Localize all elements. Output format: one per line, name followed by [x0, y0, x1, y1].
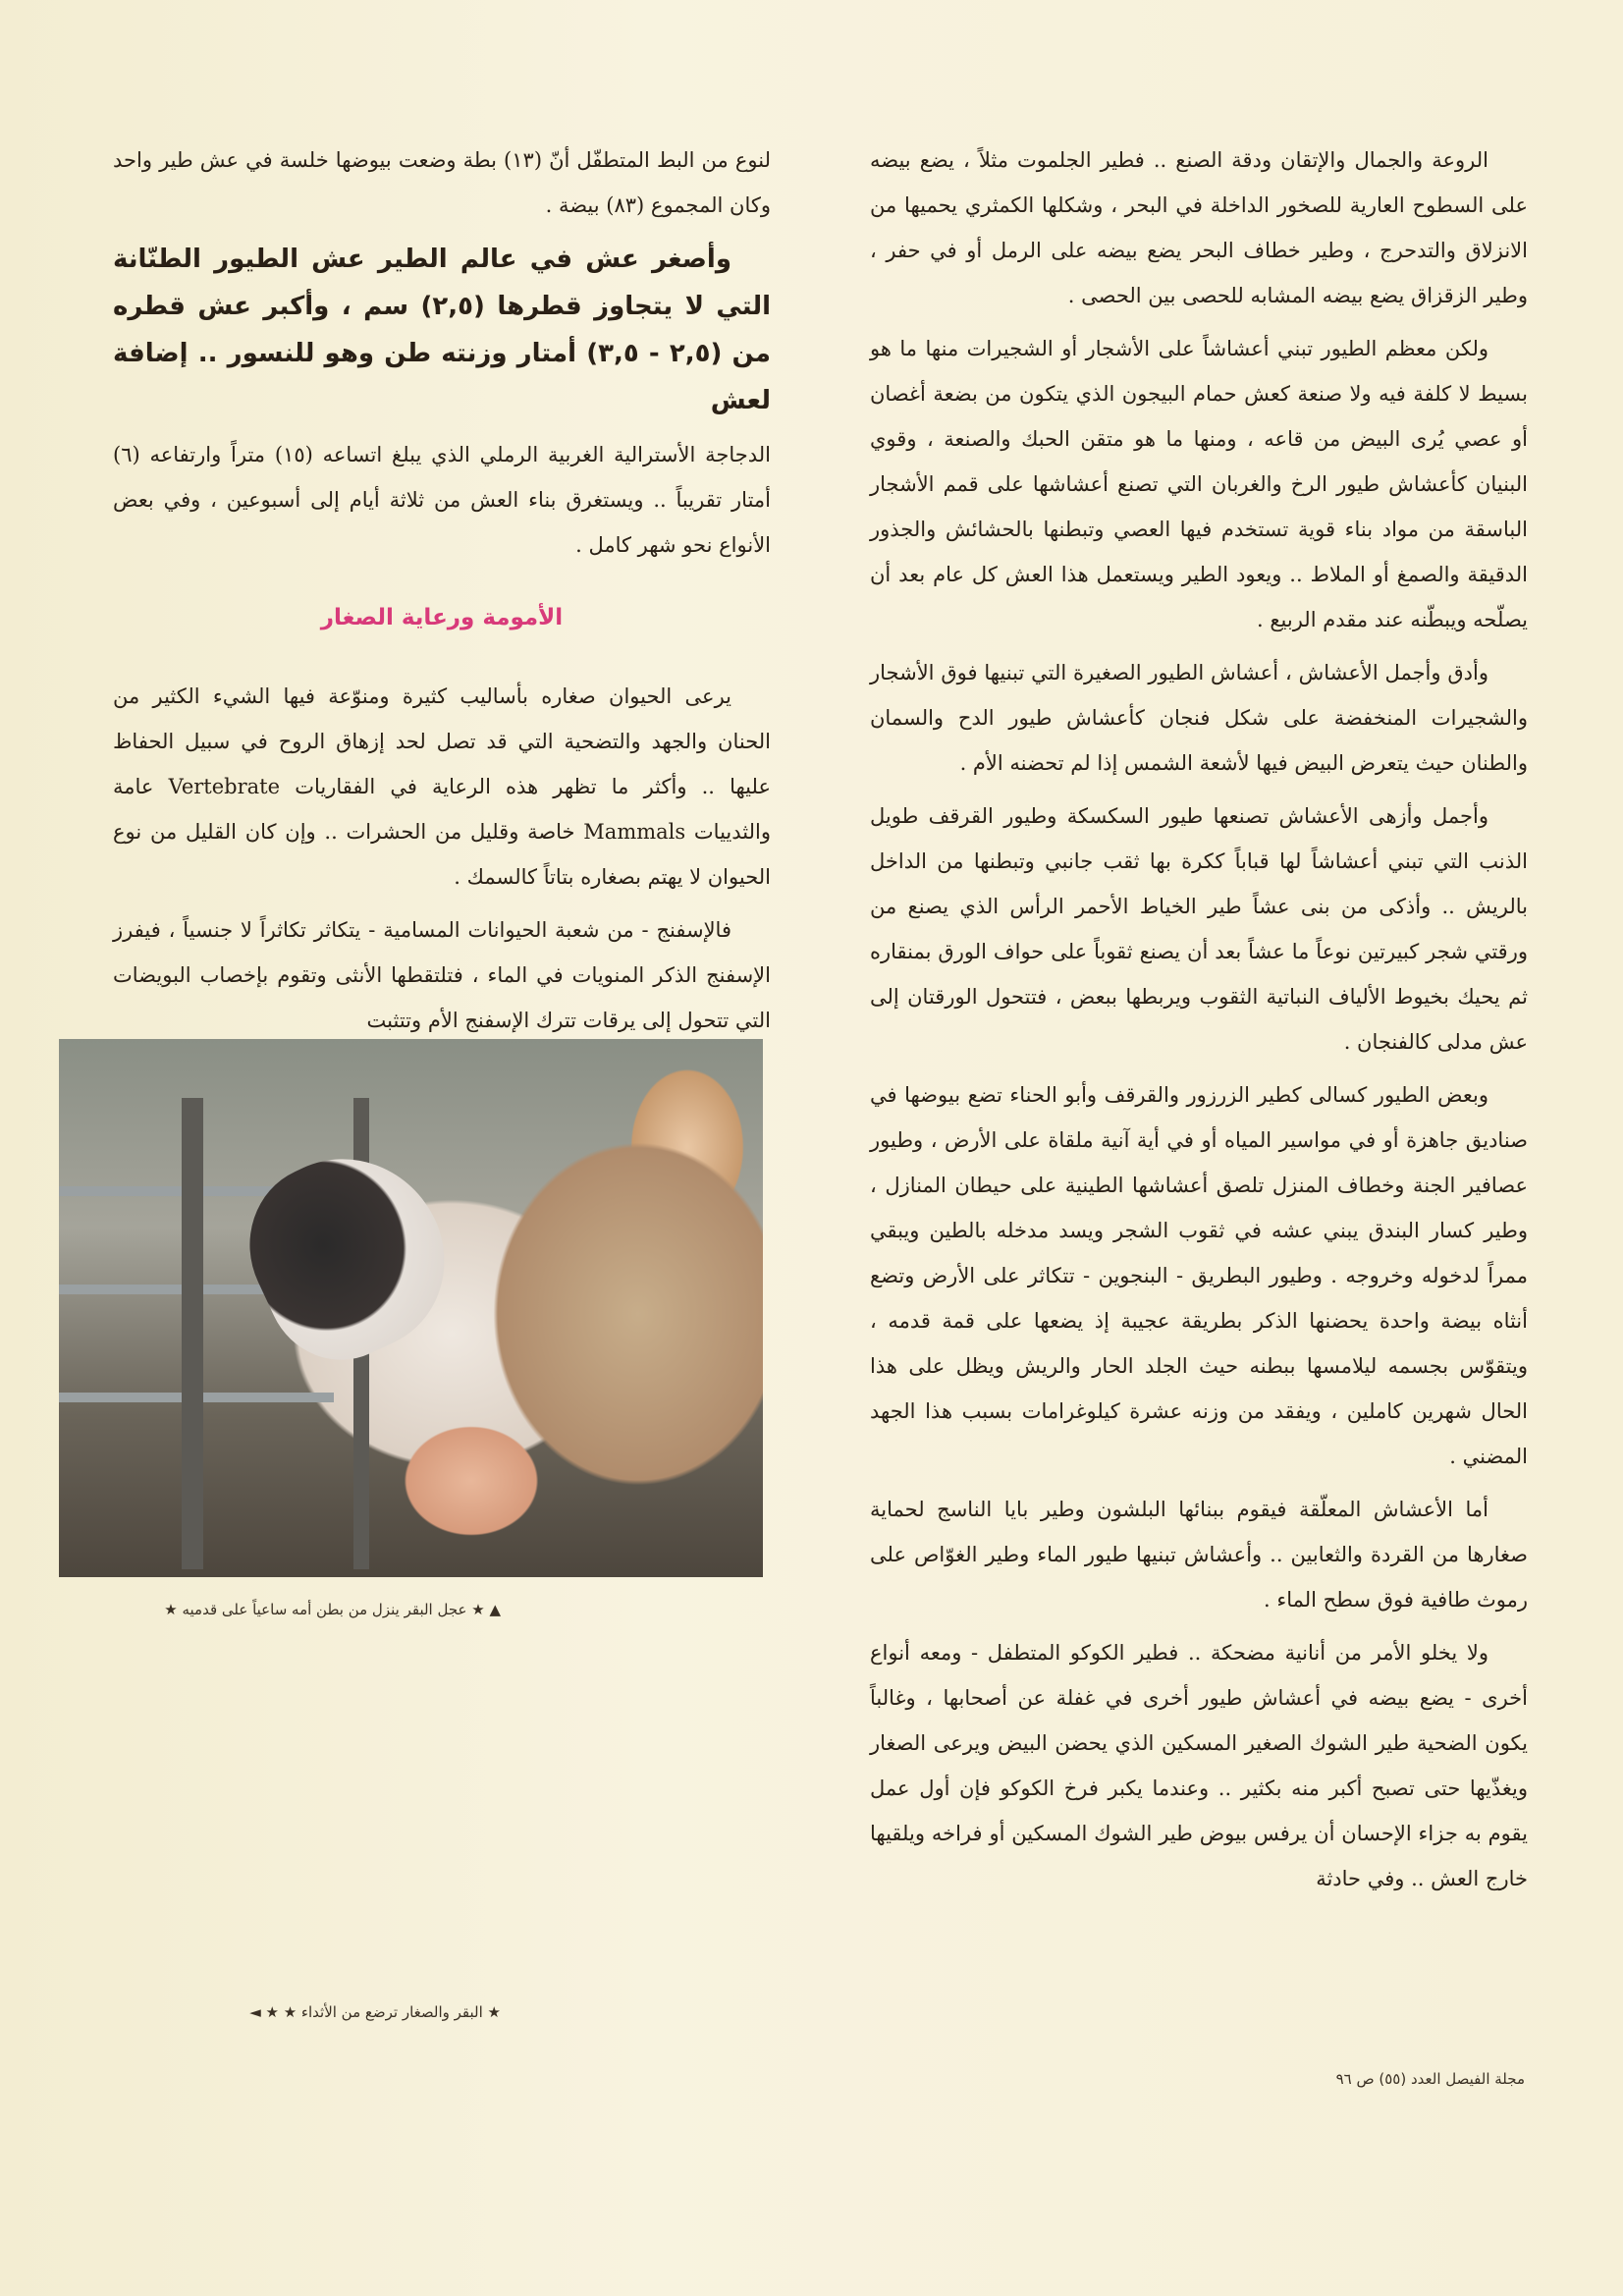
paragraph: ولا يخلو الأمر من أنانية مضحكة .. فطير الكوكو المتطفل - ومعه أنواع أخرى - يضع بيضه في أعشاش طيور أخرى في غفلة عن أصحابها ، وغالباً يكون الضحية طير الشوك الصغير المسكين الذي يحضن البيض ويرعى الصغار ويغذّيها حتى تصبح أكبر منه بكثير .. وعندما يكبر فرخ الكوكو فإن أول عمل يقوم به جزاء الإحسان أن يرفس بيوض طير الشوك المسكين أو فراخه ويلقيها خارج العش .. وفي حادثة	[870, 1641, 1528, 1890]
section-heading: الأمومة ورعاية الصغار	[320, 605, 564, 630]
paragraph: وأدق وأجمل الأعشاش ، أعشاش الطيور الصغيرة التي تبنيها فوق الأشجار والشجيرات المنخفضة على شكل فنجان كأعشاش طيور الدح والسمان والطنان حيث يتعرض البيض فيها لأشعة الشمس إذا لم تحضنه الأم .	[870, 661, 1528, 775]
photo-caption: ▲ ★ عجل البقر ينزل من بطن أمه ساعياً على قدميه ★	[164, 1601, 501, 1618]
emphasis-paragraph: وأصغر عش في عالم الطير عش الطيور الطنّانة التي لا يتجاوز قطرها (٢,٥) سم ، وأكبر عش قطره من (٢,٥ - ٣,٥) أمتار وزنته طن وهو للنسور .. إضافة لعش	[113, 245, 771, 415]
paragraph: الروعة والجمال والإتقان ودقة الصنع .. فطير الجلموت مثلاً ، يضع بيضه على السطوح العارية للصخور الداخلة في البحر ، وشكلها الكمثري يحميها من الانزلاق والتدحرج ، وطير خطاف البحر يضع بيضه على الرمل أو في حفر ، وطير الزقزاق يضع بيضه المشابه للحصى بين الحصى .	[870, 148, 1528, 307]
fence-post	[182, 1098, 203, 1569]
paragraph: لنوع من البط المتطفّل أنّ (١٣) بطة وضعت بيوضها خلسة في عش طير واحد وكان المجموع (٨٣) بيضة .	[113, 148, 771, 217]
page-footer: مجلة الفيصل العدد (٥٥) ص ٩٦	[1335, 2070, 1525, 2088]
paragraph: وبعض الطيور كسالى كطير الزرزور والقرقف وأبو الحناء تضع بيوضها في صناديق جاهزة أو في مواسير المياه أو في أية آنية ملقاة على الأرض ، وطيور عصافير الجنة وخطاف المنزل تلصق أعشاشها الطينية على حيطان المنازل ، وطير كسار البندق يبني عشه في ثقوب الشجر ويسد مدخله بالطين ويبقي ممراً لدخوله وخروجه . وطيور البطريق - البنجوين - تتكاثر على الأرض وتضع أنثاه بيضة واحدة يحضنها الذكر بطريقة عجيبة إذ يضعها على قمة قدمه ، ويتقوّس بجسمه ليلامسها ببطنه حيث الجلد الحار والريش ويظل على هذا الحال شهرين كاملين ، ويفقد من وزنه عشرة كيلوغرامات بسبب هذا الجهد المضني .	[870, 1083, 1528, 1468]
calf-figure	[223, 1126, 475, 1384]
paragraph: فالإسفنج - من شعبة الحيوانات المسامية - يتكاثر تكاثراً لا جنسياً ، فيفرز الإسفنج الذكر المنويات في الماء ، فتلتقطها الأنثى وتقوم بإخصاب البويضات التي تتحول إلى يرقات تترك الإسفنج الأم وتتثبت	[113, 918, 771, 1032]
paragraph: يرعى الحيوان صغاره بأساليب كثيرة ومنوّعة فيها الشيء الكثير من الحنان والجهد والتضحية التي قد تصل لحد إزهاق الروح في سبيل الحفاظ عليها .. وأكثر ما تظهر هذه الرعاية في الفقاريات Vertebrate عامة والثدييات Mammals خاصة وقليل من الحشرات .. وإن كان القليل من نوع الحيوان لا يهتم بصغاره بتاتاً كالسمك .	[113, 684, 771, 889]
paragraph: وأجمل وأزهى الأعشاش تصنعها طيور السكسكة وطيور القرقف طويل الذنب التي تبني أعشاشاً لها قباباً ككرة بها ثقب جانبي وتبطنها من الداخل بالريش .. وأذكى من بنى عشاً طير الخياط الأحمر الرأس الذي يصنع من ورقتي شجر كبيرتين نوعاً ما عشاً بعد أن يصنع ثقوباً على حواف الورق بمنقاره ثم يحيك بخيوط الألياف النباتية الثقوب ويربطها ببعض ، فتتحول الورقتان إلى عش مدلى كالفنجان .	[870, 804, 1528, 1054]
left-column-top	[113, 137, 771, 1051]
paragraph: الدجاجة الأسترالية الغربية الرملي الذي يبلغ اتساعه (١٥) متراً وارتفاعه (٦) أمتار تقريباً .. ويستغرق بناء العش من ثلاثة أيام إلى أسبوعين ، وفي بعض الأنواع نحو شهر كامل .	[113, 443, 771, 557]
bottom-caption: ★ البقر والصغار ترضع من الأثداء ★ ★ ◄	[249, 2003, 501, 2021]
calf-birth-photo	[59, 1039, 763, 1577]
right-column	[870, 137, 1528, 1909]
paragraph: ولكن معظم الطيور تبني أعشاشاً على الأشجار أو الشجيرات منها ما هو بسيط لا كلفة فيه ولا صنعة كعش حمام البيجون الذي يتكون من بضعة أغصان أو عصي يُرى البيض من قاعه ، ومنها ما هو متقن الحبك والصنعة ، وقوي البنيان كأعشاش طيور الرخ والغربان التي تصنع أعشاشها على قمم الأشجار الباسقة من مواد بناء قوية تستخدم فيها العصي وتبطنها بالحشائش والجذور الدقيقة والصمغ أو الملاط .. ويعود الطير ويستعمل هذا العش كل عام بعد أن يصلّحه ويبطّنه عند مقدم الربيع .	[870, 337, 1528, 631]
paragraph: أما الأعشاش المعلّقة فيقوم ببنائها البلشون وطير بايا الناسج لحماية صغارها من القردة والثعابين .. وأعشاش تبنيها طيور الماء وطير الغوّاص على رموث طافية فوق سطح الماء .	[870, 1498, 1528, 1612]
